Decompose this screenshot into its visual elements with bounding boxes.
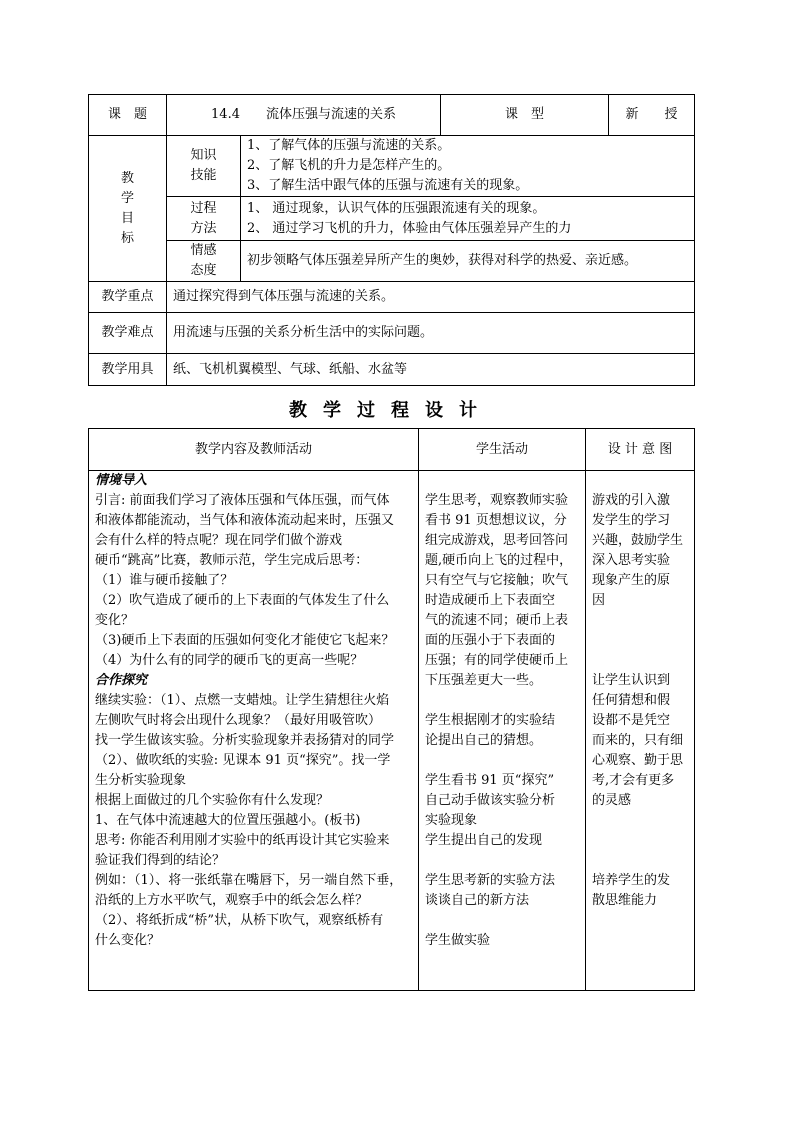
student-line: 学生做实验 [425, 933, 491, 948]
type-value: 新 授 [609, 95, 695, 136]
student-line [425, 691, 585, 711]
intent-line: 发学生的学习 [592, 513, 671, 528]
method-label-line: 方法 [190, 220, 217, 236]
knowledge-label [167, 136, 241, 197]
topic-label: 课 题 [89, 95, 167, 136]
intent-line: 设都不是凭空 [592, 713, 671, 728]
teacher-line: （2）、将纸折成“桥”状，从桥下吹气，观察纸桥有 [95, 913, 384, 928]
topic-value: 14.4 流体压强与流速的关系 [167, 95, 441, 136]
student-line: 面的压强小于下表面的 [425, 633, 556, 648]
intent-line: 现象产生的原 [592, 573, 671, 588]
student-line: 论提出自己的猜想。 [425, 733, 543, 748]
objectives-label-char: 标 [120, 230, 134, 246]
type-label: 课 型 [441, 95, 609, 136]
teacher-header: 教学内容及教师活动 [89, 429, 419, 471]
intent-line: 心观察、勤于思 [592, 753, 684, 768]
teacher-line: （4）为什么有的同学的硬币飞的更高一些呢？ [95, 653, 364, 668]
intent-line: 兴趣，鼓励学生 [592, 533, 684, 548]
intent-line: 游戏的引入激 [592, 493, 671, 508]
student-column [419, 471, 586, 991]
student-line: 学生思考新的实验方法 [425, 873, 556, 888]
student-line: 气的流速不同；硬币上表 [425, 613, 569, 628]
intent-line: 培养学生的发 [592, 873, 671, 888]
teacher-line: 1、在气体中流速越大的位置压强越小。(板书) [95, 813, 361, 828]
attitude-label-line: 情感 [190, 243, 217, 258]
method-line: 2、 通过学习飞机的升力，体验由气体压强差异产生的力 [247, 220, 572, 236]
attitude-content [241, 241, 695, 282]
teacher-line: （2）吹气造成了硬币的上下表面的气体发生了什么 [95, 593, 390, 608]
student-line: 学生提出自己的发现 [425, 833, 543, 848]
objectives-label [89, 136, 167, 282]
intent-line: 的灵感 [592, 793, 632, 808]
intent-line [592, 831, 694, 851]
teacher-line: 沿纸的上方水平吹气，观察手中的纸会怎么样？ [95, 893, 369, 908]
intent-line: 考,才会有更多 [592, 773, 675, 788]
intent-line [592, 631, 694, 651]
teacher-line: 找一学生做该实验。分析实验现象并表扬猜对的同学 [95, 733, 395, 748]
objectives-label-char: 目 [120, 210, 134, 226]
student-line: 谈谈自己的新方法 [425, 893, 530, 908]
knowledge-content [241, 136, 695, 197]
lesson-info-table [88, 94, 695, 386]
student-header: 学生活动 [419, 429, 586, 471]
teacher-line: 硬币“跳高”比赛，教师示范，学生完成后思考： [95, 553, 369, 568]
student-line [425, 851, 585, 871]
knowledge-label-line: 技能 [190, 168, 217, 183]
teacher-line: （2）、做吹纸的实验: 见课本 91 页“探究”。找一学 [95, 753, 391, 768]
teacher-line: 什么变化？ [95, 933, 161, 948]
student-line: 时造成硬币上下表面空 [425, 593, 556, 608]
student-line: 压强；有的同学使硬币上 [425, 653, 569, 668]
student-line: 组完成游戏，思考回答问 [425, 533, 569, 548]
knowledge-line: 3、了解生活中跟气体的压强与流速有关的现象。 [247, 178, 529, 193]
intent-line: 散思维能力 [592, 893, 658, 908]
intent-line: 因 [592, 593, 606, 608]
teacher-line: 生分析实验现象 [95, 773, 187, 788]
intent-line [592, 611, 694, 631]
intent-line: 任何猜想和假 [592, 693, 671, 708]
student-line [425, 471, 585, 491]
section-heading: 合作探究 [95, 673, 148, 688]
teacher-line: 变化？ [95, 613, 135, 628]
intent-header: 设 计 意 图 [586, 429, 695, 471]
tools-value: 纸、飞机机翼模型、气球、纸船、水盆等 [167, 354, 695, 386]
section-heading: 情境导入 [95, 473, 148, 488]
method-content [241, 197, 695, 241]
student-line [425, 751, 585, 771]
teacher-line: （1）谁与硬币接触了？ [95, 573, 234, 588]
objectives-label-char: 教 [120, 170, 134, 186]
key-point-label: 教学重点 [89, 282, 167, 313]
knowledge-label-line: 知识 [190, 148, 217, 163]
student-line [425, 911, 585, 931]
key-point-value: 通过探究得到气体压强与流速的关系。 [167, 282, 695, 313]
method-label [167, 197, 241, 241]
attitude-label-line: 态度 [190, 263, 217, 278]
student-line: 学生看书 91 页“探究” [425, 773, 555, 788]
intent-column [586, 471, 695, 991]
teacher-line: 左侧吹气时将会出现什么现象？（最好用吸管吹） [95, 713, 382, 728]
teacher-column [89, 471, 419, 991]
student-line: 学生根据刚才的实验结 [425, 713, 556, 728]
difficulty-label: 教学难点 [89, 313, 167, 354]
student-line: 看书 91 页想想议议，分 [425, 513, 567, 528]
teacher-line: 和液体都能流动，当气体和液体流动起来时，压强又 [95, 513, 395, 528]
intent-line [592, 651, 694, 671]
student-line: 下压强差更大一些。 [425, 673, 543, 688]
method-line: 1、 通过现象，认识气体的压强跟流速有关的现象。 [247, 200, 546, 216]
process-title: 教学过程设计 [289, 400, 493, 421]
intent-line [592, 811, 694, 831]
intent-line: 而来的，只有细 [592, 733, 684, 748]
student-line: 自己动手做该实验分析 [425, 793, 556, 808]
teacher-line: 根据上面做过的几个实验你有什么发现？ [95, 793, 330, 808]
student-line: 只有空气与它接触；吹气 [425, 573, 569, 588]
tools-label: 教学用具 [89, 354, 167, 386]
teacher-line: 继续实验：（1）、点燃一支蜡烛。让学生猜想往火焰 [95, 693, 390, 708]
teacher-line: 例如：（1）、将一张纸靠在嘴唇下，另一端自然下垂， [95, 873, 403, 888]
attitude-line: 初步领略气体压强差异所产生的奥妙，获得对科学的热爱、亲近感。 [247, 253, 638, 268]
objectives-label-char: 学 [120, 190, 134, 206]
intent-line [592, 471, 694, 491]
attitude-label [167, 241, 241, 282]
intent-line [592, 851, 694, 871]
teacher-line: 引言: 前面我们学习了液体压强和气体压强，而气体 [95, 493, 390, 508]
student-line: 题,硬币向上飞的过程中， [425, 553, 573, 568]
teacher-line: 会有什么样的特点呢？现在同学们做个游戏 [95, 533, 343, 548]
teacher-line: 验证我们得到的结论？ [95, 853, 226, 868]
teacher-line: （3)硬币上下表面的压强如何变化才能使它飞起来？ [95, 633, 395, 648]
student-line: 学生思考，观察教师实验 [425, 493, 569, 508]
student-line: 实验现象 [425, 813, 478, 828]
teacher-line: 思考: 你能否利用刚才实验中的纸再设计其它实验来 [95, 833, 390, 848]
knowledge-line: 2、了解飞机的升力是怎样产生的。 [247, 158, 451, 173]
intent-line: 让学生认识到 [592, 673, 671, 688]
knowledge-line: 1、了解气体的压强与流速的关系。 [247, 138, 451, 153]
method-label-line: 过程 [190, 200, 217, 216]
process-table [88, 428, 695, 991]
intent-line: 深入思考实验 [592, 553, 671, 568]
difficulty-value: 用流速与压强的关系分析生活中的实际问题。 [167, 313, 695, 354]
